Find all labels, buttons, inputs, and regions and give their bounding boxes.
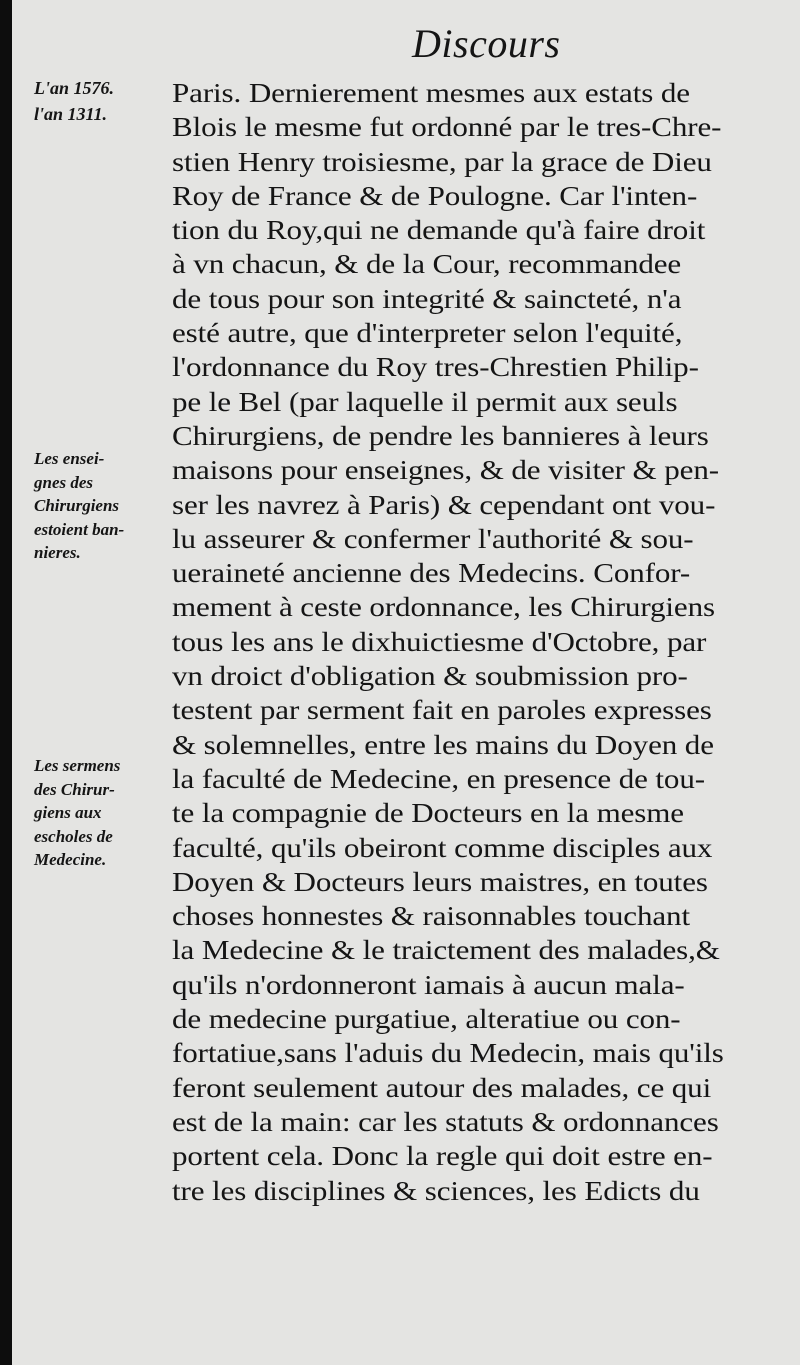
margin-note-sermens: [34, 754, 120, 872]
text-line: Roy de France & de Poulogne. Car l'inten-: [172, 180, 698, 211]
body-text: [172, 76, 792, 1208]
margin-note-line: Les sermens: [34, 756, 121, 775]
text-line: la Medecine & le traictement des malades,&: [172, 935, 720, 966]
text-line: de medecine purgatiue, alteratiue ou con-: [172, 1004, 681, 1035]
text-line: lu asseurer & confermer l'authorité & sou-: [172, 523, 694, 554]
margin-note-line: nieres.: [34, 543, 81, 562]
margin-year-notes: [34, 75, 114, 127]
margin-note-line: giens aux: [34, 803, 102, 822]
text-line: esté autre, que d'interpreter selon l'equité,: [172, 318, 683, 349]
margin-note-line: Les ensei-: [34, 449, 105, 468]
margin-note-line: Chirurgiens: [34, 496, 120, 515]
text-line: la faculté de Medecine, en presence de tou-: [172, 763, 705, 794]
text-line: vn droict d'obligation & soubmission pro-: [172, 661, 688, 692]
text-line: à vn chacun, & de la Cour, recommandee: [172, 249, 682, 280]
text-line: testent par serment fait en paroles expresses: [172, 695, 712, 726]
text-line: tion du Roy,qui ne demande qu'à faire droit: [172, 215, 706, 246]
margin-note-line: des Chirur-: [34, 779, 115, 799]
text-line: est de la main: car les statuts & ordonnances: [172, 1106, 719, 1137]
text-line: Paris. Dernierement mesmes aux estats de: [172, 78, 690, 108]
text-line: choses honnestes & raisonnables touchant: [172, 901, 690, 932]
text-line: maisons pour enseignes, & de visiter & pen-: [172, 455, 719, 486]
text-line: feront seulement autour des malades, ce qui: [172, 1072, 712, 1103]
margin-note-line: estoient ban-: [34, 519, 125, 539]
text-line: stien Henry troisiesme, par la grace de Dieu: [172, 146, 712, 177]
text-line: fortatiue,sans l'aduis du Medecin, mais qu'ils: [172, 1038, 724, 1069]
text-line: Doyen & Docteurs leurs maistres, en toutes: [172, 866, 708, 897]
text-line: Blois le mesme fut ordonné par le tres-Chre-: [172, 112, 722, 143]
text-line: portent cela. Donc la regle qui doit estre en-: [172, 1141, 713, 1172]
running-header: Discours: [412, 21, 561, 66]
margin-year-1311: l'an 1311.: [34, 104, 108, 124]
page-binding-shadow: [0, 0, 12, 1365]
text-line: ueraineté ancienne des Medecins. Confor-: [172, 558, 691, 589]
text-line: Chirurgiens, de pendre les bannieres à leurs: [172, 420, 709, 451]
text-line: ser les navrez à Paris) & cependant ont vou-: [172, 489, 716, 520]
text-line: faculté, qu'ils obeiront comme disciples aux: [172, 832, 713, 863]
text-line: pe le Bel (par laquelle il permit aux seuls: [172, 386, 678, 417]
text-line: de tous pour son integrité & saincteté, n'a: [172, 283, 682, 314]
margin-note-line: Medecine.: [34, 850, 107, 869]
text-line: te la compagnie de Docteurs en la mesme: [172, 798, 684, 829]
book-page: [12, 0, 800, 1365]
margin-year-1576: L'an 1576.: [34, 78, 115, 98]
text-line: tous les ans le dixhuictiesme d'Octobre, par: [172, 626, 707, 657]
margin-note-line: escholes de: [34, 826, 113, 846]
text-line: tre les disciplines & sciences, les Edicts du: [172, 1175, 700, 1206]
text-line: mement à ceste ordonnance, les Chirurgiens: [172, 592, 715, 623]
text-line: l'ordonnance du Roy tres-Chrestien Philip-: [172, 352, 699, 383]
margin-note-enseignes: [34, 447, 124, 565]
text-line: qu'ils n'ordonneront iamais à aucun mala-: [172, 969, 685, 1000]
margin-note-line: gnes des: [34, 472, 94, 492]
text-line: & solemnelles, entre les mains du Doyen de: [172, 729, 714, 760]
